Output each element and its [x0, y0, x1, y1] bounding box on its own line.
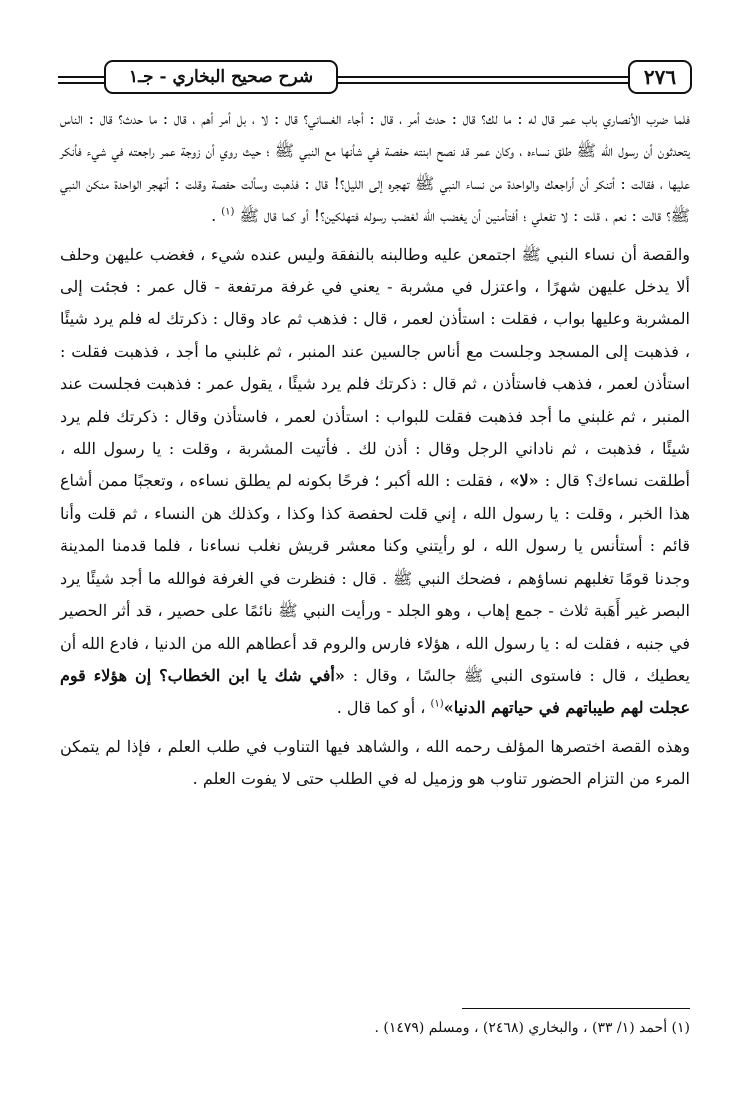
running-title: شرح صحيح البخاري - جـ١ — [104, 60, 338, 94]
footnote: (١) أحمد (١/ ٣٣) ، والبخاري (٢٤٦٨) ، ومسلم (١٤٧٩) . — [374, 1020, 690, 1036]
paragraph-3-text: وهذه القصة اختصرها المؤلف رحمه الله ، والشاهد فيها التناوب في طلب العلم ، فإذا لم يتمكن المرء من التزام الحضور تناوب هو وزميل له في الطلب حتى لا يفوت العلم . — [60, 736, 690, 789]
paragraph-1 — [60, 103, 690, 233]
paragraph-1-end: . — [211, 206, 222, 226]
footnote-ref-1: (١) — [221, 206, 235, 218]
paragraph-2-text-cont: ، فقلت : الله أكبر ؛ فرحًا بكونه لم يطلق نساءه ، وتعجبًا ممن أشاع هذا الخبر ، وقلت : يا رسول الله ، إني قلت لحفصة كذا وكذا ، وكذلك هن النساء ، ثم قلت وأنا قائم : أستأنس يا رسول الله ، لو رأيتني وكنا معشر قريش نغلب نساءنا ، فلما قدمنا المدينة وجدنا قومًا تغلبهم نساؤهم ، فضحك النبي ﷺ . قال : فنظرت في الغرفة فوالله ما أجد شيئًا يرد البصر غير أَهَبة ثلاث - جمع إهاب ، وهو الجلد - ورأيت النبي ﷺ نائمًا على حصير ، قد أثر الحصير في جنبه ، فقلت له : يا رسول الله ، هؤلاء فارس والروم قد أعطاهم الله من الدنيا ، فادع الله أن يعطيك ، قال : فاستوى النبي ﷺ جالسًا ، وقال : — [60, 471, 691, 685]
page-header — [58, 60, 692, 96]
paragraph-3 — [60, 731, 690, 796]
paragraph-1-text: فلما ضرب الأنصاري باب عمر قال له : ما لك؟ قال : حدث أمر ، قال : أجاء الغساني؟ قال : لا ، بل أمر أهم ، قال : ما حدث؟ قال : الناس يتحدثون أن رسول الله ﷺ طلق نساءه ، وكان عمر قد نصح ابنته حفصة في شأنها مع النبي ﷺ ؛ حيث روي أن زوجة عمر راجعته في شيء فأنكر عليها ، فقالت : أتنكر أن أراجعك والواحدة من نساء النبي ﷺ تهجره إلى الليل؟! قال : فذهبت وسألت حفصة وقلت : أتهجر الواحدة منكن النبي ﷺ؟ قالت : نعم ، قلت : لا تفعلي ؛ أفتأمنين أن يغضب الله لغضب رسوله فتهلكين؟! أو كما قال ﷺ — [60, 109, 690, 226]
footnote-separator — [462, 1008, 690, 1009]
paragraph-2-text: والقصة أن نساء النبي ﷺ اجتمعن عليه وطالبنه بالنفقة وليس عنده شيء ، فغضب عليهن وحلف ألا يدخل عليهن شهرًا ، واعتزل في مشربة - يعني في غرفة مرتفعة - قال عمر : فجئت إلى المشربة وعليها بواب ، فقلت : استأذن لعمر ، قال : فذهب ثم عاد وقال : ذكرتك له فلم يرد شيئًا ، فذهبت إلى المسجد وجلست مع أناس جالسين عند المنبر ، ثم غلبني ما أجد ، فذهبت فقلت : استأذن لعمر ، فذهب فاستأذن ، ثم قال : ذكرتك فلم يرد شيئًا ، يقول عمر : فذهبت فجلست عند المنبر ، ثم غلبني ما أجد فذهبت فقلت للبواب : استأذن لعمر ، فاستأذن وقال : ذكرتك فلم يرد شيئًا ، فذهبت ، ثم ناداني الرجل وقال : أذن لك . فأتيت المشربة ، وقلت : يا رسول الله ، أطلقت نساءك؟ قال : — [60, 244, 691, 491]
footnote-ref-2: (١) — [430, 698, 444, 710]
main-text — [60, 103, 690, 796]
paragraph-2 — [60, 239, 690, 725]
prophet-quote-dunya: «أفي شك يا ابن الخطاب؟ إن هؤلاء قوم عجلت لهم طيباتهم في حياتهم الدنيا» — [60, 665, 690, 718]
prophet-quote-no: «لا» — [503, 471, 545, 491]
page-number: ٢٧٦ — [628, 60, 692, 94]
paragraph-2-end: ، أو كما قال . — [336, 698, 431, 718]
